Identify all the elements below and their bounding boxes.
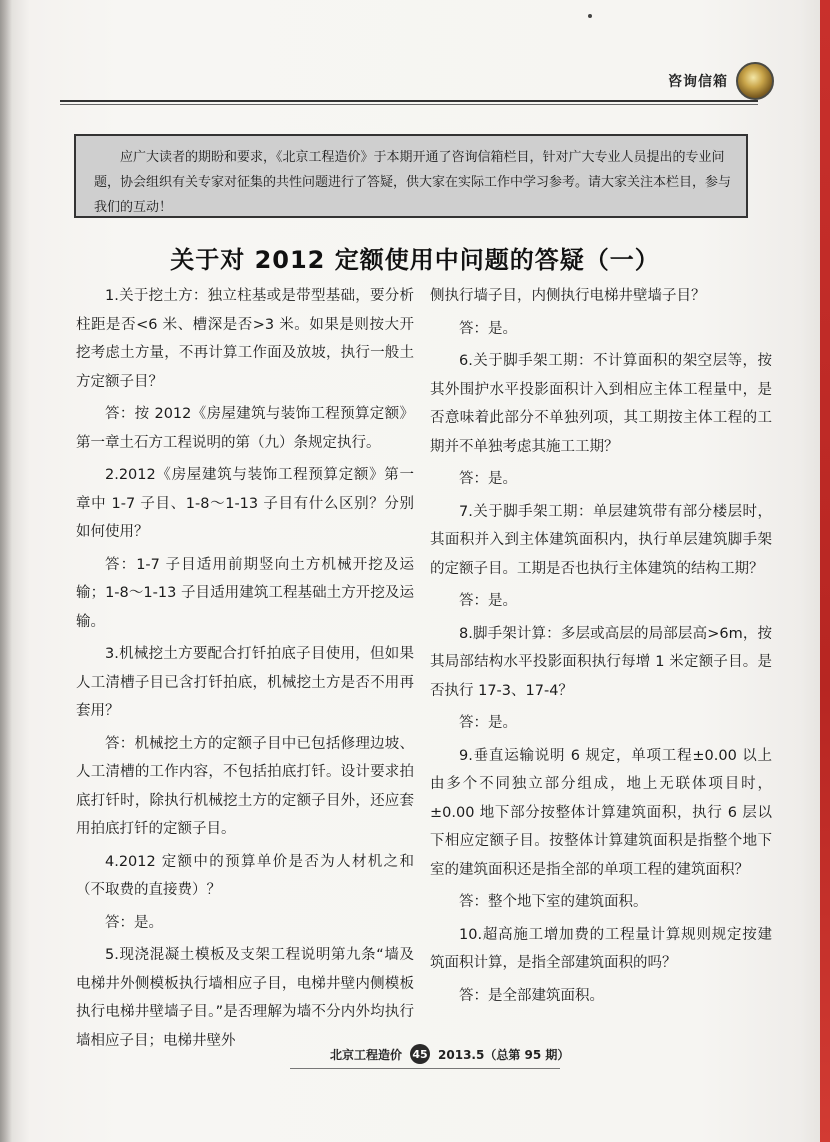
paragraph: 9.垂直运输说明 6 规定，单项工程±0.00 以上由多个不同独立部分组成，地上无联体项目时，±0.00 地下部分按整体计算建筑面积，执行 6 层以下相应定额子目。按整体计算建筑面积是指整个地下室的建筑面积还是指全部的单项工程的建筑面积？ (430, 747, 772, 878)
paragraph: 答：整个地下室的建筑面积。 (459, 894, 648, 910)
journal-name: 北京工程造价 (330, 1047, 403, 1062)
issue-info: 2013.5（总第 95 期） (438, 1047, 570, 1062)
association-logo-icon (736, 62, 774, 100)
paragraph: 2.2012《房屋建筑与装饰工程预算定额》第一章中 1-7 子目、1-8～1-13 子目有什么区别？分别如何使用？ (76, 467, 414, 540)
paragraph: 答：是。 (459, 715, 517, 731)
paragraph: 3.机械挖土方要配合打钎拍底子目使用，但如果人工清槽子目已含打钎拍底，机械挖土方是否不用再套用？ (76, 646, 414, 719)
paragraph: 答：是。 (459, 593, 517, 609)
paragraph: 答：是全部建筑面积。 (459, 987, 604, 1004)
cover-edge (820, 0, 830, 1142)
header-divider (60, 100, 758, 102)
editor-notice-box (74, 134, 748, 218)
paragraph: 6.关于脚手架工期：不计算面积的架空层等，按其外围护水平投影面积计入到相应主体工程量中，是否意味着此部分不单独列项，其工期按主体工程的工期并不单独考虑其施工工期？ (430, 353, 772, 455)
notice-text: 应广大读者的期盼和要求，《北京工程造价》于本期开通了咨询信箱栏目，针对广大专业人员提出的专业问题，协会组织有关专家对征集的共性问题进行了答疑，供大家在实际工作中学习参考。请大家关注本栏目，参与我们的互动！ (94, 150, 732, 215)
binding-shadow (0, 0, 12, 1142)
paragraph: 8.脚手架计算：多层或高层的局部层高>6m，按其局部结构水平投影面积执行每增 1 米定额子目。是否执行 17-3、17-4？ (430, 625, 772, 699)
paragraph: 答：按 2012《房屋建筑与装饰工程预算定额》第一章土石方工程说明的第（九）条规定执行。 (76, 406, 414, 451)
article-title: 关于对 2012 定额使用中问题的答疑（一） (170, 246, 660, 274)
page-footer (330, 1044, 569, 1064)
paragraph: 答：是。 (459, 471, 517, 487)
section-label: 咨询信箱 (668, 74, 728, 90)
header-divider-thin (60, 104, 758, 105)
paragraph: 7.关于脚手架工期：单层建筑带有部分楼层时，其面积并入到主体建筑面积内，执行单层建筑脚手架的定额子目。工期是否也执行主体建筑的结构工期？ (430, 503, 772, 577)
paragraph: 10.超高施工增加费的工程量计算规则规定按建筑面积计算，是指全部建筑面积的吗？ (430, 926, 772, 971)
right-column (430, 282, 772, 1014)
paragraph: 1.关于挖土方：独立柱基或是带型基础，要分析柱距是否<6 米、槽深是否>3 米。如果是则按大开挖考虑土方量，不再计算工作面及放坡，执行一般土方定额子目？ (76, 288, 414, 390)
left-column (76, 282, 414, 1059)
paragraph: 答：1-7 子目适用前期竖向土方机械开挖及运输；1-8～1-13 子目适用建筑工程基础土方开挖及运输。 (76, 556, 414, 630)
paragraph: 4.2012 定额中的预算单价是否为人材机之和（不取费的直接费）？ (76, 853, 414, 898)
paragraph: 侧执行墙子目，内侧执行电梯井壁墙子目？ (430, 288, 706, 304)
print-mark (588, 14, 592, 18)
paragraph: 答：是。 (105, 914, 163, 931)
section-header (668, 62, 774, 100)
paragraph: 5.现浇混凝土模板及支架工程说明第九条“墙及电梯井外侧模板执行墙相应子目，电梯井壁内侧模板执行电梯井壁墙子目。”是否理解为墙不分内外均执行墙相应子目；电梯井壁外 (76, 947, 414, 1049)
paragraph: 答：是。 (459, 320, 517, 337)
paragraph: 答：机械挖土方的定额子目中已包括修理边坡、人工清槽的工作内容，不包括拍底打钎。设计要求拍底打钎时，除执行机械挖土方的定额子目外，还应套用拍底打钎的定额子目。 (76, 735, 414, 837)
page-number: 45 (410, 1044, 430, 1064)
footer-divider (290, 1068, 560, 1069)
